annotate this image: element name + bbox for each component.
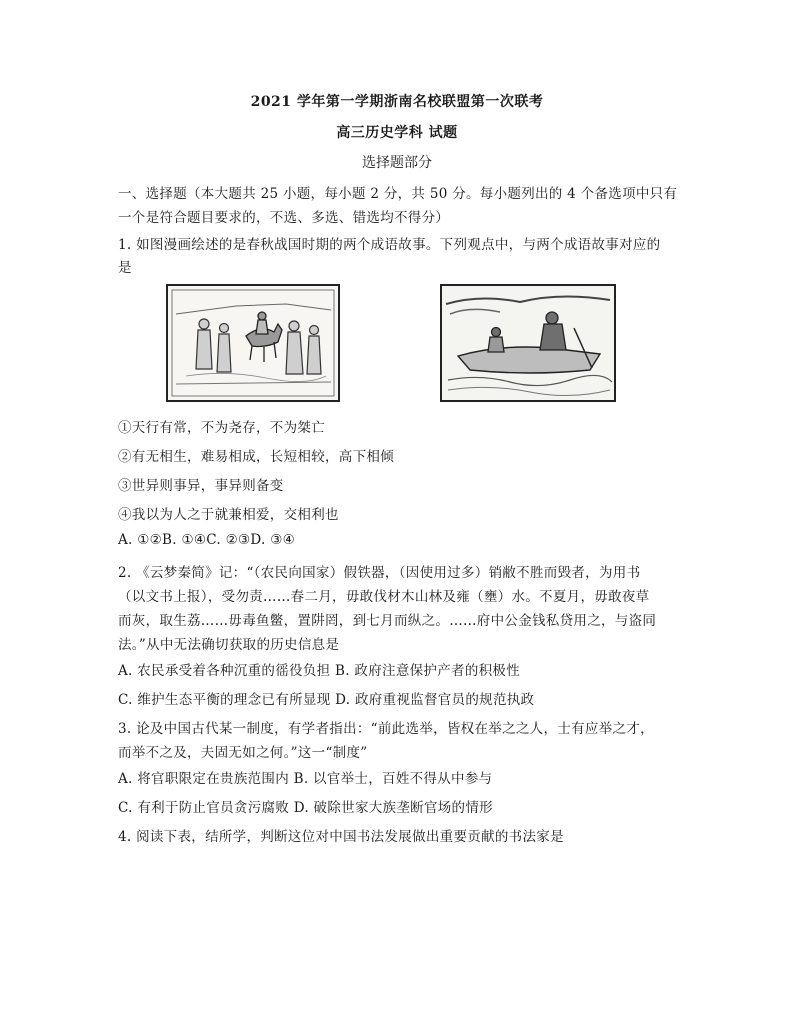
cartoon-image-left: [166, 284, 340, 402]
answer-options: C. 维护生态平衡的理念已有所显现 D. 政府重视监督官员的规范执政: [118, 692, 535, 708]
question-stem: 3. 论及中国古代某一制度，有学者指出：“前此选举，皆权在举之之人，士有应举之才，: [118, 721, 654, 737]
statement: ③世异则事异，事异则备变: [118, 478, 284, 494]
statement: ①天行有常，不为尧存，不为桀亡: [118, 420, 325, 436]
instructions-line: 一、选择题（本大题共 25 小题，每小题 2 分，共 50 分。每小题列出的 4 个备选项中只有: [118, 186, 678, 202]
question-stem: （以文书上报），受勿责……春二月，毋敢伐材木山林及雍（壅）水。不夏月，毋敢夜草: [118, 589, 650, 605]
instructions-line: 一个是符合题目要求的，不选、多选、错选均不得分）: [118, 210, 450, 226]
statement: ②有无相生，难易相成，长短相较，高下相倾: [118, 449, 394, 465]
answer-options: A. ①②B. ①④C. ②③D. ③④: [118, 532, 296, 548]
answer-options: A. 将官职限定在贵族范围内 B. 以官举士，百姓不得从中参与: [118, 771, 493, 787]
question-stem: 是: [118, 260, 132, 276]
question-stem: 而灰，取生荔……毋毒鱼鳖，置阱罔，到七月而纵之。……府中公金钱私贷用之，与盗同: [118, 613, 657, 629]
section-heading: 选择题部分: [362, 155, 432, 171]
cartoon-image-right: [440, 284, 616, 402]
statement: ④我以为人之于就兼相爱，交相利也: [118, 507, 339, 523]
answer-options: C. 有利于防止官员贪污腐败 D. 破除世家大族垄断官场的情形: [118, 800, 493, 816]
exam-title: 2021 学年第一学期浙南名校联盟第一次联考: [250, 94, 544, 110]
exam-subtitle: 高三历史学科 试题: [336, 125, 458, 141]
question-stem: 法。”从中无法确切获取的历史信息是: [118, 637, 340, 653]
question-stem: 4. 阅读下表，结所学，判断这位对中国书法发展做出重要贡献的书法家是: [118, 829, 564, 845]
question-stem: 而举不之及，夫固无如之何。”这一“制度”: [118, 745, 368, 761]
question-stem: 1. 如图漫画绘述的是春秋战国时期的两个成语故事。下列观点中，与两个成语故事对应的: [118, 237, 661, 253]
question-stem: 2. 《云梦秦简》记：“（农民向国家）假铁器，（因使用过多）销敝不胜而毁者，为用书: [118, 565, 641, 581]
answer-options: A. 农民承受着各种沉重的徭役负担 B. 政府注意保护产者的积极性: [118, 663, 521, 679]
